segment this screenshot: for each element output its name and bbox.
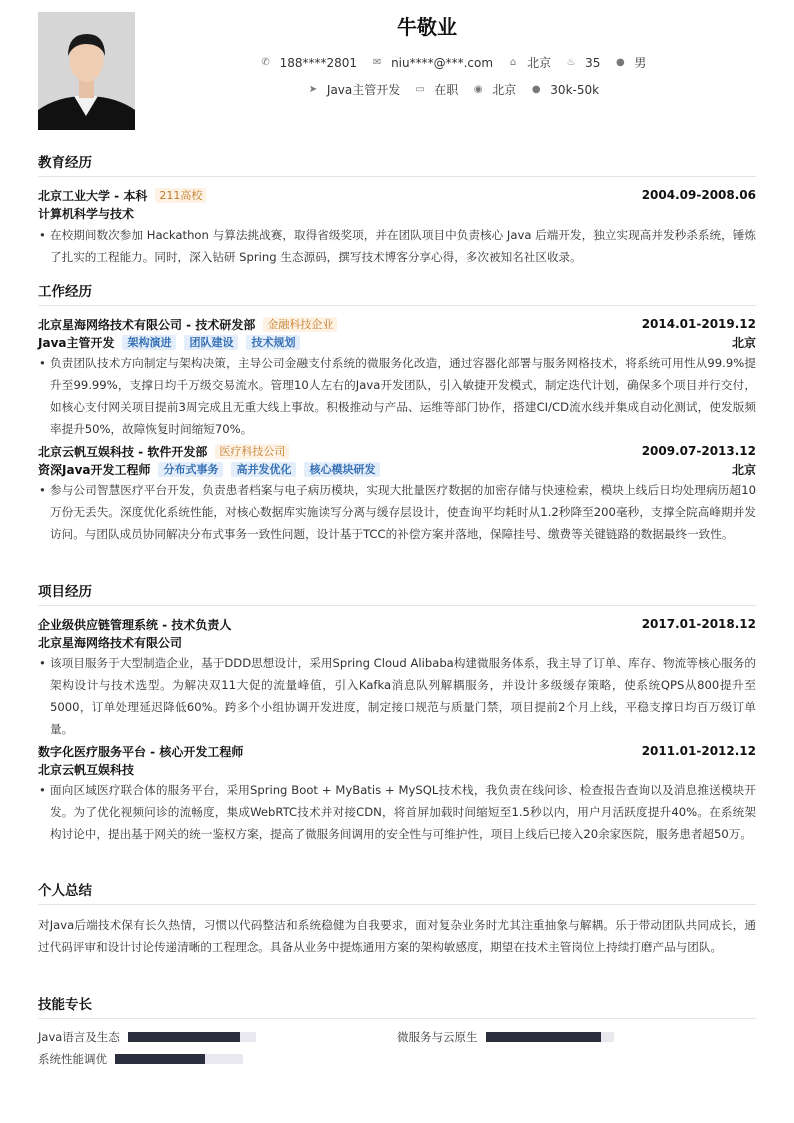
skills-list: [38, 1028, 756, 1067]
work-2-role: 资深Java开发工程师: [38, 462, 151, 477]
project-1-name: 企业级供应链管理系统 - 技术负责人: [38, 617, 232, 632]
intent-position: [307, 81, 400, 98]
cake-icon: ♨: [566, 57, 576, 68]
home-icon: ⌂: [509, 57, 517, 68]
phone-icon: ✆: [261, 57, 270, 68]
work-2-header: [38, 442, 756, 460]
city-text: 北京: [492, 83, 517, 97]
skills-section: [38, 993, 756, 1067]
project-1-header: [38, 615, 756, 633]
skill-bar-fill: [115, 1054, 205, 1064]
skill-item: [397, 1028, 756, 1045]
work-1-skill-tag: 团队建设: [184, 335, 238, 350]
phone-text: 188****2801: [279, 55, 358, 70]
work-title: 工作经历: [38, 280, 756, 306]
work-1-date: 2014.01-2019.12: [641, 317, 756, 331]
education-date: 2004.09-2008.06: [641, 188, 756, 202]
skill-bar: [128, 1032, 256, 1042]
work-2-role-row: [38, 460, 756, 478]
project-2-name: 数字化医疗服务平台 - 核心开发工程师: [38, 744, 244, 759]
skill-label: 系统性能调优: [38, 1051, 107, 1066]
skill-item: [38, 1050, 397, 1067]
skill-bar-fill: [128, 1032, 241, 1042]
position-text: Java主管开发: [326, 83, 401, 97]
major-name: 计算机科学与技术: [38, 206, 135, 221]
skill-item: [38, 1028, 397, 1045]
work-2-skill-tag: 高并发优化: [231, 462, 296, 477]
summary-text: 对Java后端技术保有长久热情，习惯以代码整洁和系统稳健为自我要求，面对复杂业务时尤其注重抽象与解耦。乐于带动团队共同成长，通过代码评审和设计讨论传递清晰的工程理念。具备从业务中提炼通用方案的架构敏感度，期望在技术主管岗位上持续打磨产品与团队。: [38, 918, 756, 954]
education-header: [38, 186, 756, 204]
contact-row: [150, 54, 756, 71]
work-2-desc: • 参与公司智慧医疗平台开发，负责患者档案与电子病历模块，实现大批量医疗数据的加密存储与快速检索，模块上线后日均处理病历超10万份无丢失。深度优化系统性能，对核心数据库实施读写分离与缓存层设计，使查询平均耗时从1.2秒降至200毫秒，支撑全院高峰期并发访问。与团队成员协同解决分布式事务一致性问题，设计基于TCC的补偿方案并落地，保障挂号、缴费等关键链路的数据最终一致性。: [38, 479, 756, 545]
project-2-date: 2011.01-2012.12: [641, 744, 756, 758]
candidate-name: 牛敬业: [397, 15, 457, 39]
intent-city: [472, 81, 516, 98]
education-desc: • 在校期间数次参加 Hackathon 与算法挑战赛，取得省级奖项，并在团队项目中负责核心 Java 后端开发，独立实现高并发秒杀系统，锤炼了扎实的工程能力。同时，深入钻研 Spring 生态源码，撰写技术博客分享心得，多次被知名社区收录。: [38, 224, 756, 268]
work-1-tag: 金融科技企业: [263, 317, 337, 332]
work-2-skill-tag: 分布式事务: [158, 462, 223, 477]
school-name: 北京工业大学 - 本科: [38, 188, 148, 203]
salary-icon: ●: [531, 84, 541, 95]
status-text: 在职: [434, 83, 459, 97]
work-1-role-row: [38, 333, 756, 351]
work-1-header: [38, 315, 756, 333]
work-2-skill-tag: 核心模块研发: [304, 462, 380, 477]
skill-label: Java语言及生态: [38, 1029, 120, 1044]
skill-bar-fill: [486, 1032, 601, 1042]
contact-phone: [260, 56, 357, 70]
summary-section: [38, 879, 756, 958]
project-2-org: 北京云帆互娱科技: [38, 762, 135, 777]
project-1-org-row: [38, 633, 756, 651]
work-1-desc: • 负责团队技术方向制定与架构决策，主导公司金融支付系统的微服务化改造，通过容器化部署与服务网格技术，将系统可用性从99.9%提升至99.99%，支撑日均千万级交易流水。管理10人左右的Java开发团队，引入敏捷开发模式，制定迭代计划，确保多个项目并行交付，如核心支付网关项目提前3周完成且无重大线上事故。积极推动与产品、运维等部门协作，搭建CI/CD流水线并集成自动化测试，使发版频率提升50%，故障恢复时间缩短70%。: [38, 352, 756, 440]
skill-label: 微服务与云原生: [397, 1029, 478, 1044]
project-2-header: [38, 742, 756, 760]
work-1-city: 北京: [731, 335, 756, 350]
education-title: 教育经历: [38, 151, 756, 177]
intent-salary: [530, 83, 599, 97]
work-1-company: 北京星海网络技术有限公司 - 技术研发部: [38, 317, 256, 332]
school-tag: 211高校: [155, 188, 206, 203]
age-text: 35: [585, 55, 601, 70]
work-2-date: 2009.07-2013.12: [641, 444, 756, 458]
projects-section: [38, 580, 756, 845]
work-2-tag: 医疗科技公司: [215, 444, 289, 459]
skill-bar: [486, 1032, 614, 1042]
intent-row: [150, 81, 756, 98]
skills-title: 技能专长: [38, 993, 756, 1019]
project-1-date: 2017.01-2018.12: [641, 617, 756, 631]
work-1-skill-tag: 技术规划: [246, 335, 300, 350]
work-1-role: Java主管开发: [38, 335, 115, 350]
contact-email: [371, 56, 493, 70]
home-text: 北京: [527, 56, 552, 70]
intent-status: [414, 81, 458, 98]
project-2-org-row: [38, 760, 756, 778]
briefcase-icon: ▭: [415, 84, 425, 95]
gender-text: 男: [634, 56, 647, 70]
location-icon: ◉: [473, 84, 483, 95]
mail-icon: ✉: [372, 57, 382, 68]
project-1-org: 北京星海网络技术有限公司: [38, 635, 183, 650]
projects-title: 项目经历: [38, 580, 756, 606]
skill-bar: [115, 1054, 243, 1064]
contact-home: [507, 54, 551, 71]
email-text: niu****@***.com: [391, 55, 494, 70]
gender-icon: ●: [615, 57, 625, 68]
education-section: [38, 151, 756, 268]
summary-title: 个人总结: [38, 879, 756, 905]
salary-text: 30k-50k: [550, 82, 600, 97]
work-2-city: 北京: [731, 462, 756, 477]
contact-age: [565, 56, 600, 70]
send-icon: ➤: [308, 84, 318, 95]
work-2-company: 北京云帆互娱科技 - 软件开发部: [38, 444, 208, 459]
work-section: [38, 280, 756, 545]
work-1-skill-tag: 架构演进: [122, 335, 176, 350]
education-major-row: [38, 204, 756, 222]
project-1-desc: • 该项目服务于大型制造企业，基于DDD思想设计，采用Spring Cloud Alibaba构建微服务体系，我主导了订单、库存、物流等核心服务的架构设计与技术选型。为解决双11大促的流量峰值，引入Kafka消息队列解耦服务，并设计多级缓存策略，使系统QPS从800提升至5000，订单处理延迟降低60%。跨多个小组协调开发进度，制定接口规范与质量门禁，项目提前2个月上线，平稳支撑日均百万级订单量。: [38, 652, 756, 740]
contact-gender: [614, 54, 646, 71]
project-2-desc: • 面向区域医疗联合体的服务平台，采用Spring Boot + MyBatis + MySQL技术栈，我负责在线问诊、检查报告查询以及消息推送模块开发。为了优化视频问诊的流畅度，集成WebRTC技术并对接CDN，将首屏加载时间缩短至1.5秒以内，用户月活跃度提升40%。在系统架构讨论中，提出基于网关的统一鉴权方案，提高了微服务间调用的安全性与可维护性，项目上线后已接入20余家医院，服务患者超50万。: [38, 779, 756, 845]
